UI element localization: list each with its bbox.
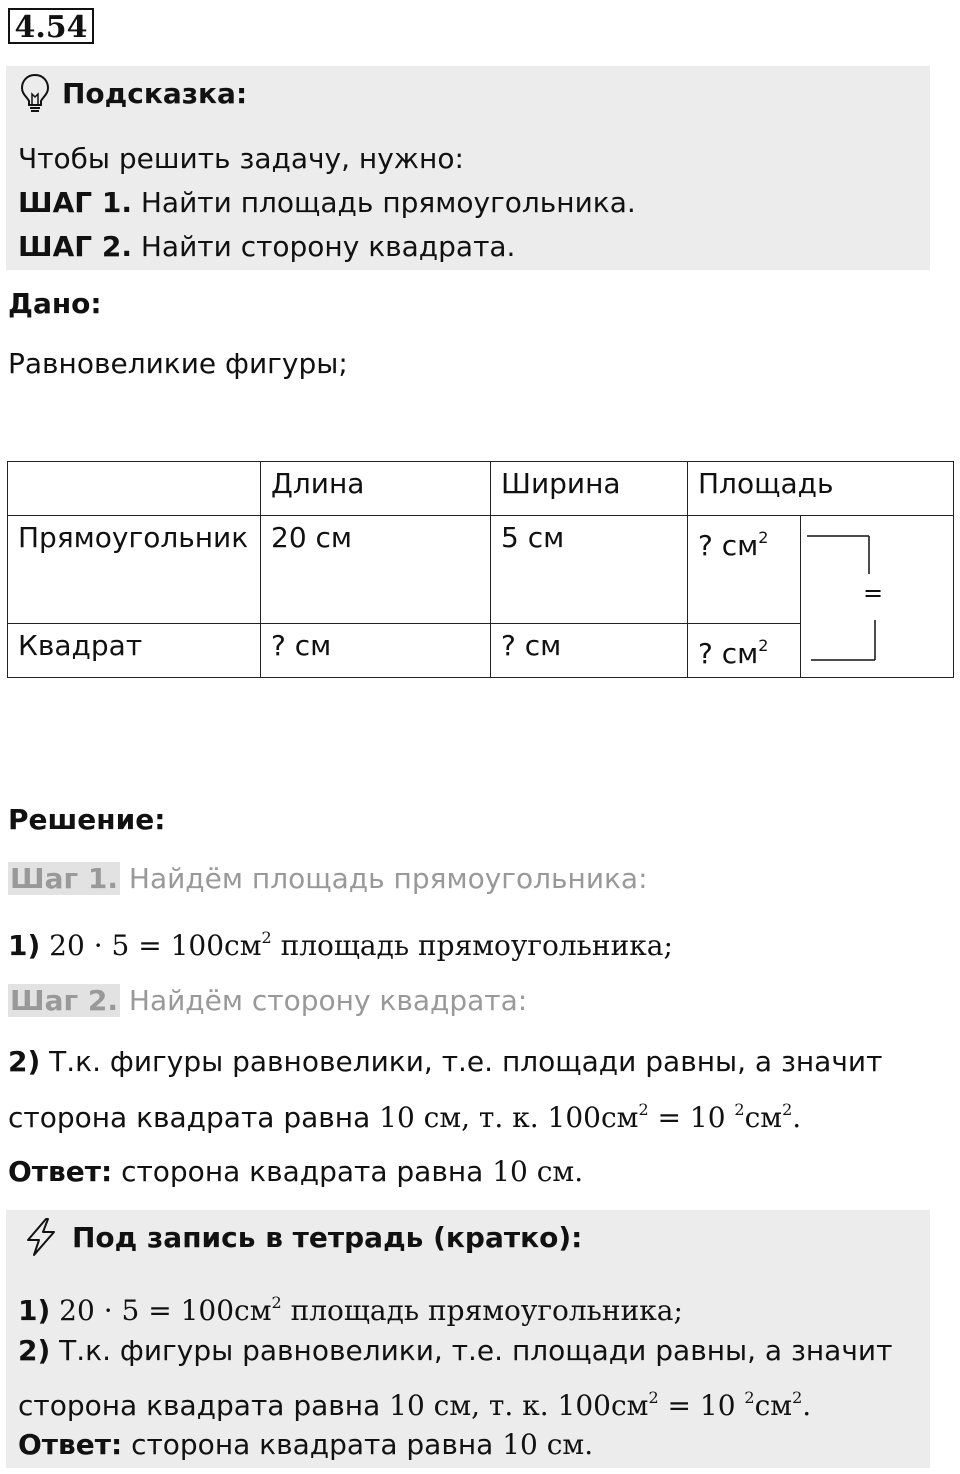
hint-step-label: ШАГ 1. xyxy=(18,186,132,219)
solution-line-2b: сторона квадрата равна 10 см, т. к. $100см^2 = 10$ $^2см^2$. xyxy=(8,1100,802,1134)
table-header-cell xyxy=(8,462,261,516)
hint-step-1 xyxy=(18,182,636,224)
table-cell: ? см xyxy=(261,624,491,678)
solution-line-1: 1) $20 \cdot 5 = 100см^2$ площадь прямоугольника; xyxy=(8,928,673,962)
step-tag: Шаг 1. xyxy=(10,862,118,895)
data-table xyxy=(7,461,954,678)
hint-step-text: Найти сторону квадрата. xyxy=(131,230,516,263)
equal-sign: = xyxy=(863,579,884,607)
notes-answer-line: Ответ: сторона квадрата равна 10 см. xyxy=(18,1428,594,1461)
table-row xyxy=(8,516,954,624)
table-cell: ? $см^2$ xyxy=(688,516,801,624)
notes-line-2b: сторона квадрата равна 10 см, т. к. $100см^2 = 10$ $^2см^2$. xyxy=(18,1388,812,1422)
table-cell: ? см xyxy=(491,624,688,678)
given-text: Равновеликие фигуры; xyxy=(8,347,348,380)
notes-line-2a: 2) Т.к. фигуры равновелики, т.е. площади равны, а значит xyxy=(18,1334,893,1367)
equal-bracket-cell xyxy=(801,516,954,678)
lightbulb-icon xyxy=(18,72,52,114)
notes-line-1: 1) $20 \cdot 5 = 100см^2$ площадь прямоугольника; xyxy=(18,1293,683,1327)
table-cell: 5 см xyxy=(491,516,688,624)
table-header-cell: Площадь xyxy=(688,462,954,516)
table-header-cell: Ширина xyxy=(491,462,688,516)
answer-line: Ответ: сторона квадрата равна 10 см. xyxy=(8,1155,584,1188)
given-label: Дано: xyxy=(8,287,102,320)
hint-title: Подсказка: xyxy=(62,77,248,110)
step-text: Найдём площадь прямоугольника: xyxy=(119,862,648,895)
lightning-icon xyxy=(20,1216,62,1258)
hint-step-text: Найти площадь прямоугольника. xyxy=(131,186,636,219)
step-tag: Шаг 2. xyxy=(10,984,118,1017)
table-cell: ? $см^2$ xyxy=(688,624,801,678)
notes-title: Под запись в тетрадь (кратко): xyxy=(72,1221,583,1254)
table-cell: 20 см xyxy=(261,516,491,624)
table-header-cell: Длина xyxy=(261,462,491,516)
solution-line-2a: 2) Т.к. фигуры равновелики, т.е. площади равны, а значит xyxy=(8,1045,883,1078)
table-cell: Прямоугольник xyxy=(8,516,261,624)
hint-step-2 xyxy=(18,226,515,268)
table-header-row xyxy=(8,462,954,516)
hint-step-label: ШАГ 2. xyxy=(18,230,132,263)
task-number: 4.54 xyxy=(8,8,94,44)
step-text: Найдём сторону квадрата: xyxy=(119,984,528,1017)
hint-intro: Чтобы решить задачу, нужно: xyxy=(18,142,464,175)
solution-step-2 xyxy=(8,980,527,1022)
solution-label: Решение: xyxy=(8,803,166,836)
solution-step-1 xyxy=(8,858,648,900)
table-cell: Квадрат xyxy=(8,624,261,678)
